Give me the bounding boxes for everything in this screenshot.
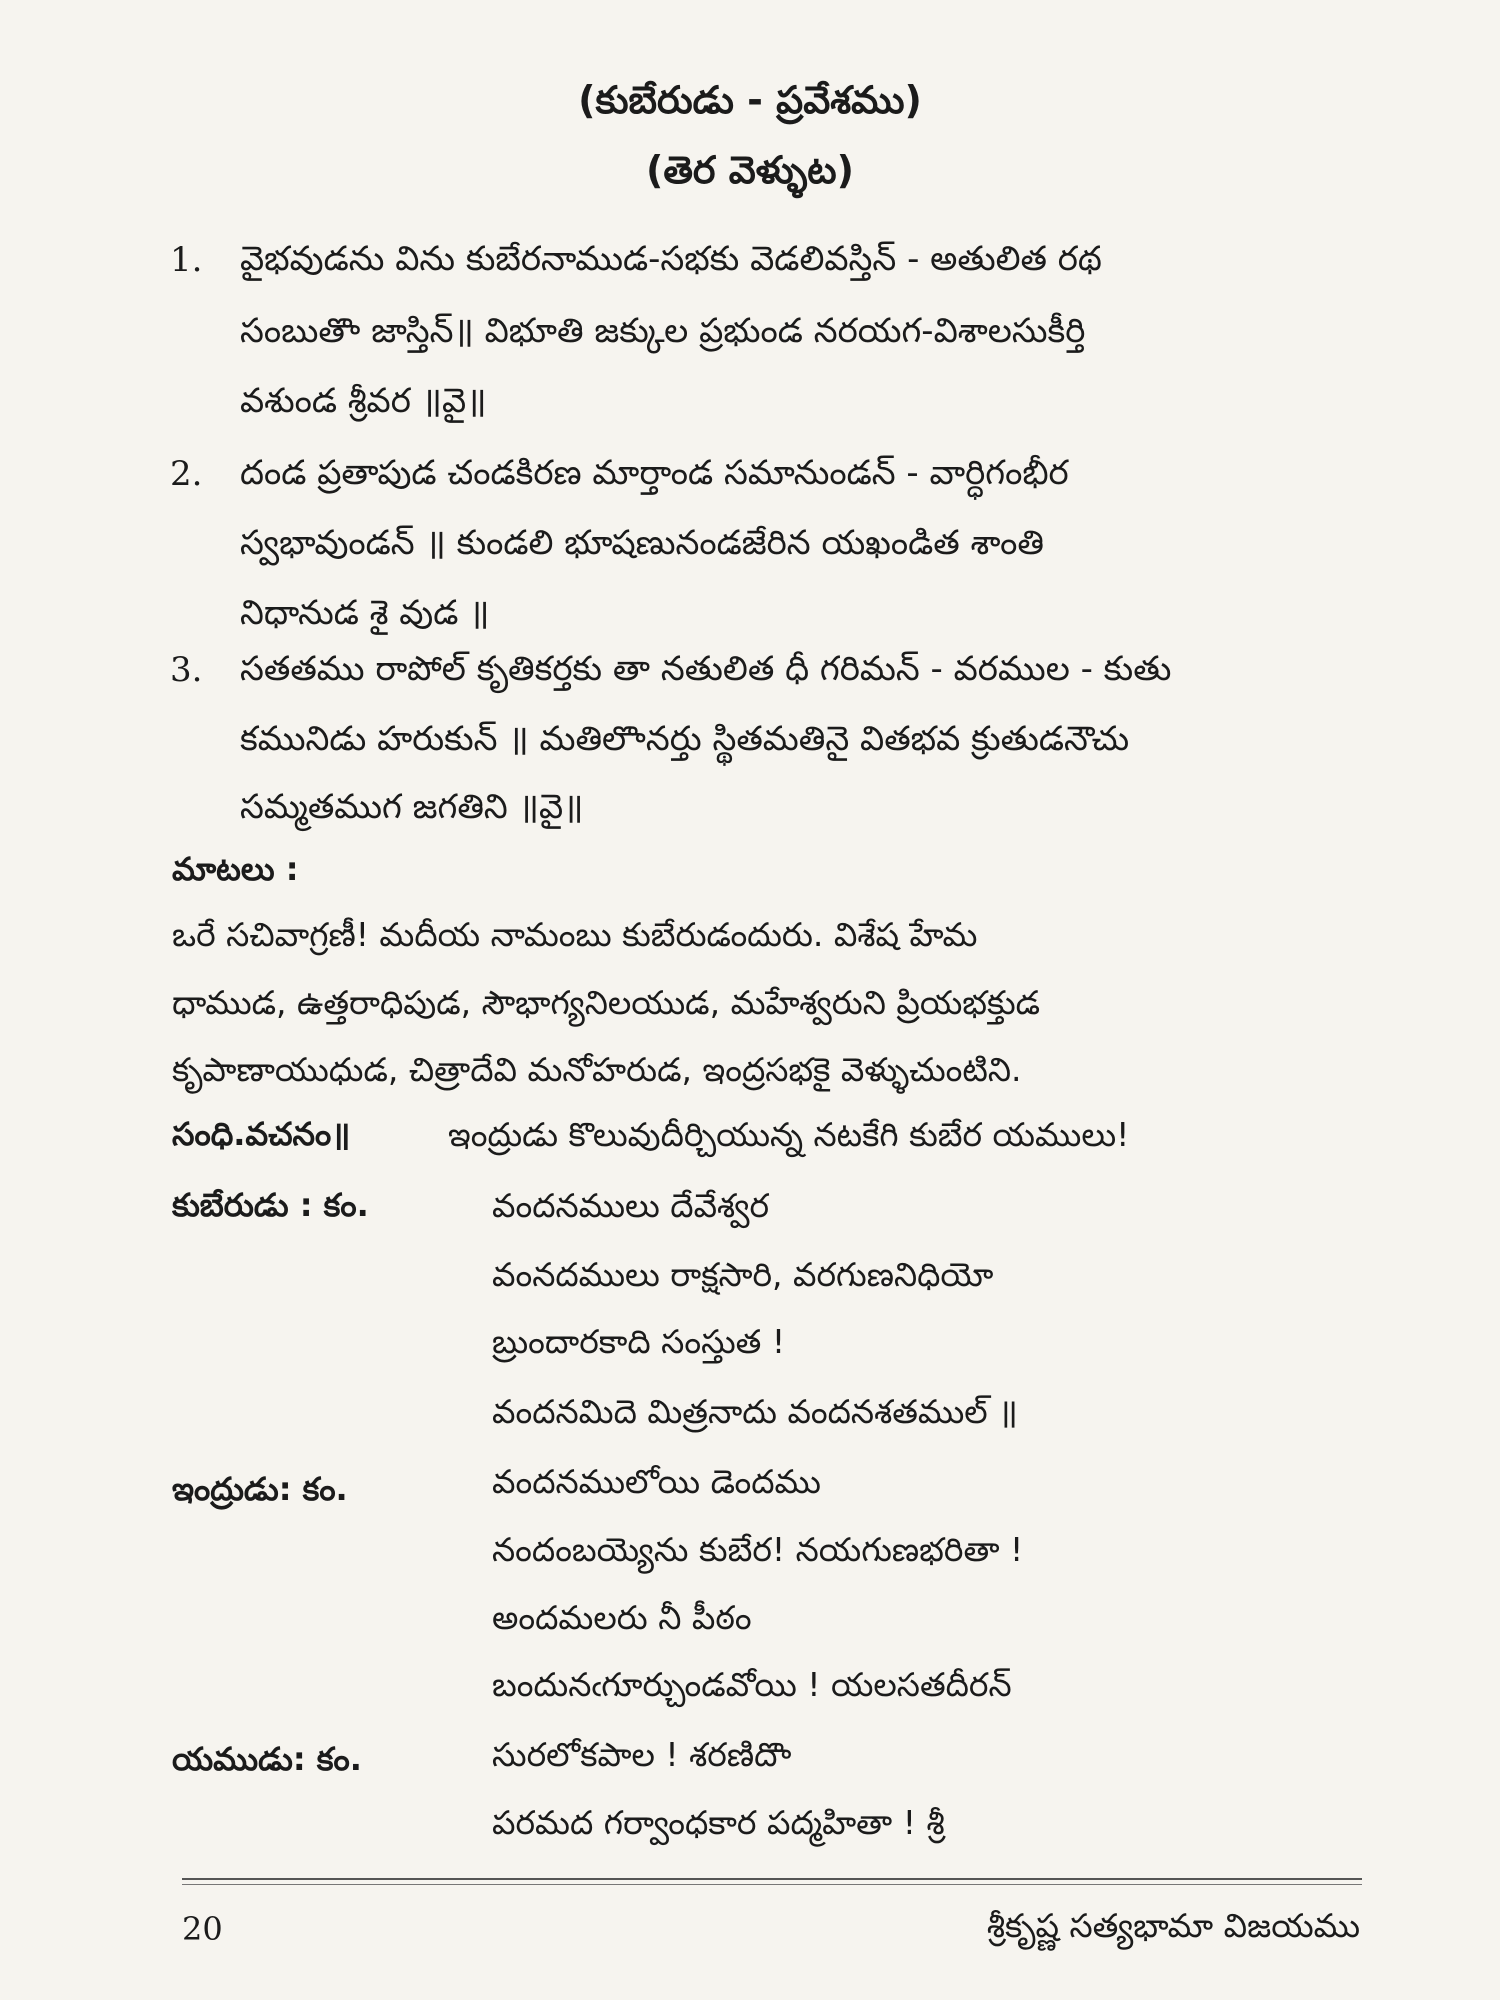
verse-line: సతతము రాపోల్ కృతికర్తకు తా నతులిత ధీ గరిమన్ - వరముల - కుతు bbox=[240, 649, 1172, 689]
poem-line: అందమలరు నీ పీఠం bbox=[492, 1598, 752, 1637]
speaker-yamudu: యముడు: కం. bbox=[172, 1740, 362, 1778]
poem-line: వందనమిదె మిత్రనాదు వందనశతముల్ ॥ bbox=[492, 1392, 1018, 1431]
scene-subtitle: (తెర వెళ్ళుట) bbox=[646, 148, 854, 192]
verse-line: నిధానుడ శై వుడ ॥ bbox=[240, 593, 490, 633]
poem-line: పరమద గర్వాంధకార పద్మహితా ! శ్రీ bbox=[492, 1803, 945, 1842]
poem-line: నందంబయ్యెను కుబేర! నయగుణభరితా ! bbox=[492, 1530, 1024, 1569]
verse-line: కమునిడు హరుకున్ ॥ మతిలొానర్తు స్థితమతినై వితభవ క్రుతుడనౌచు bbox=[240, 719, 1130, 759]
speaker-indrudu: ఇంద్రుడు: కం. bbox=[172, 1470, 348, 1508]
poem-line: సురలోకపాల ! శరణిదొా bbox=[492, 1735, 792, 1774]
poem-line: బ్రుందారకాది సంస్తుత ! bbox=[492, 1322, 786, 1361]
verse-line: సంబుతొా జాస్తిన్॥ విభూతి జక్కుల ప్రభుండ నరయగ-విశాలసుకీర్తి bbox=[240, 311, 1086, 351]
verse-line: వైభవుడను విను కుబేరనాముడ-సభకు వెడలివస్తిన్ - అతులిత రథ bbox=[240, 239, 1102, 279]
verse-line: వశుండ శ్రీవర ॥వై॥ bbox=[240, 381, 487, 421]
poem-line: వందనములు దేవేశ్వర bbox=[492, 1186, 770, 1225]
dialogue-line: ఒరే సచివాగ్రణీ! మదీయ నామంబు కుబేరుడందురు. విశేష హేమ bbox=[172, 915, 978, 954]
verse-line: స్వభావుండన్ ॥ కుండలి భూషణునండజేరిన యఖండిత శాంతి bbox=[240, 523, 1044, 563]
verse-number: 3. bbox=[170, 650, 203, 690]
verse-number: 1. bbox=[170, 240, 203, 280]
verse-line: సమ్మతముగ జగతిని ॥వై॥ bbox=[240, 787, 584, 827]
verse-line: దండ ప్రతాపుడ చండకిరణ మార్తాండ సమానుండన్ - వార్ధిగంభీర bbox=[240, 453, 1069, 493]
running-book-title: శ్రీకృష్ణ సత్యభామా విజయము bbox=[986, 1906, 1360, 1945]
footer-rule-thin bbox=[182, 1884, 1362, 1885]
dialogue-heading: మాటలు : bbox=[172, 850, 299, 888]
footer-rule bbox=[182, 1878, 1362, 1880]
poem-line: బందునఁగూర్చుండవోయి ! యలసతదీరన్ bbox=[492, 1665, 1012, 1704]
page-number: 20 bbox=[182, 1910, 223, 1948]
dialogue-line: కృపాణాయుధుడ, చిత్రాదేవి మనోహరుడ, ఇంద్రసభకై వెళ్ళుచుంటిని. bbox=[172, 1050, 1022, 1089]
speaker-kuberudu: కుబేరుడు : కం. bbox=[172, 1186, 369, 1224]
scene-title: (కుబేరుడు - ప్రవేశము) bbox=[578, 78, 922, 122]
dialogue-line: ధాముడ, ఉత్తరాధిపుడ, సౌభాగ్యనిలయుడ, మహేశ్వరుని ప్రియభక్తుడ bbox=[172, 983, 1041, 1022]
verse-number: 2. bbox=[170, 454, 203, 494]
poem-line: వందనములోయి డెందము bbox=[492, 1462, 821, 1501]
poem-line: వంనదములు రాక్షసారి, వరగుణనిధియో bbox=[492, 1255, 994, 1294]
sandhi-text: ఇంద్రుడు కొలువుదీర్చియున్న నటకేగి కుబేర యములు! bbox=[448, 1115, 1130, 1154]
sandhi-label: సంధి.వచనం॥ bbox=[172, 1115, 351, 1153]
